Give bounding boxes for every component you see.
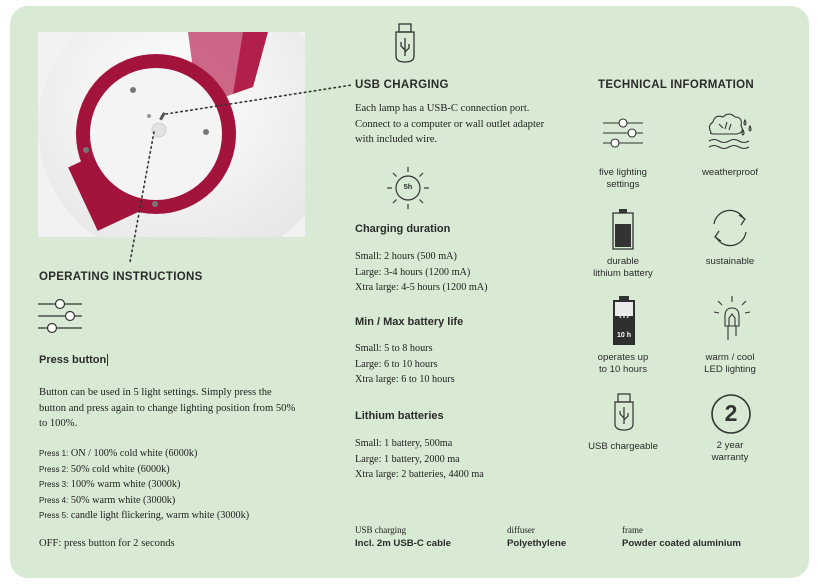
list-item: Large: 1 battery, 2000 ma [355,453,460,465]
usb-title: USB CHARGING [355,79,449,91]
lithium-title: Lithium batteries [355,410,444,422]
usb-icon [612,393,636,433]
list-item: Small: 1 battery, 500ma [355,438,453,449]
usb-icon [392,22,418,66]
tech-label-10h: operates up to 10 hours [597,352,649,375]
operating-title: OPERATING INSTRUCTIONS [39,271,203,283]
tech-label-bulb: warm / cool LED lighting [704,352,756,375]
footer-label-diffuser: diffuser [507,525,535,535]
warranty-number: 2 [724,400,738,426]
list-item: Large: 6 to 10 hours [355,358,438,370]
list-item: Large: 3-4 hours (1200 mA) [355,266,471,278]
battery-life-list [355,341,455,388]
press-item: Press 4: 50% warm white (3000k) [39,494,176,506]
operating-description: Button can be used in 5 light settings. Simply press the button and press again to change lighting position from 50% to 100%. [39,387,296,429]
battery-10h-label: 10 h [616,332,631,339]
press-list [39,446,249,524]
battery-10h-icon [612,296,636,346]
tech-label-sliders: five lighting settings [599,167,647,190]
list-item: Small: 5 to 8 hours [355,343,433,354]
tech-label-usb: USB chargeable [588,441,658,452]
press-item: Press 5: candle light flickering, warm white (3000k) [39,510,250,522]
list-item: Small: 2 hours (500 mA) [355,251,457,262]
off-instruction: OFF: press button for 2 seconds [39,538,175,549]
charging-list [355,249,488,296]
usb-description: Each lamp has a USB-C connection port. Connect to a computer or wall outlet adapter with included wire. [355,103,545,145]
press-item: Press 3: 100% warm white (3000k) [39,479,181,491]
clock-icon [385,165,431,211]
operating-subtitle: Press button [39,354,107,366]
tech-label-weather: weatherproof [702,167,758,178]
footer-value-frame: Powder coated aluminium [622,538,741,549]
battery-life-title: Min / Max battery life [355,316,464,328]
lithium-list [355,436,484,483]
press-item: Press 2: 50% cold white (6000k) [39,463,170,475]
tech-label-battery: durable lithium battery [593,256,653,279]
list-item: Xtra large: 2 batteries, 4400 ma [355,469,484,481]
footer-value-usb: Incl. 2m USB-C cable [355,538,451,549]
charging-title: Charging duration [355,223,451,235]
warranty-icon [710,393,752,435]
tech-label-recycle: sustainable [705,256,755,267]
tech-label-warranty: 2 year warranty [711,440,749,463]
battery-icon [611,208,635,250]
footer-label-frame: frame [622,525,643,535]
clock-icon-label: 5h [403,182,413,191]
list-item: Xtra large: 6 to 10 hours [355,374,455,386]
tech-title: TECHNICAL INFORMATION [598,79,755,91]
footer-value-diffuser: Polyethylene [507,538,567,549]
sliders-icon [603,118,643,148]
press-item: Press 1: ON / 100% cold white (6000k) [39,448,198,459]
weather-icon [705,110,755,154]
bulb-icon [712,294,752,346]
footer-label-usb: USB charging [355,525,407,535]
sliders-icon [38,298,82,334]
list-item: Xtra large: 4-5 hours (1200 mA) [355,282,488,294]
recycle-icon [708,207,752,249]
